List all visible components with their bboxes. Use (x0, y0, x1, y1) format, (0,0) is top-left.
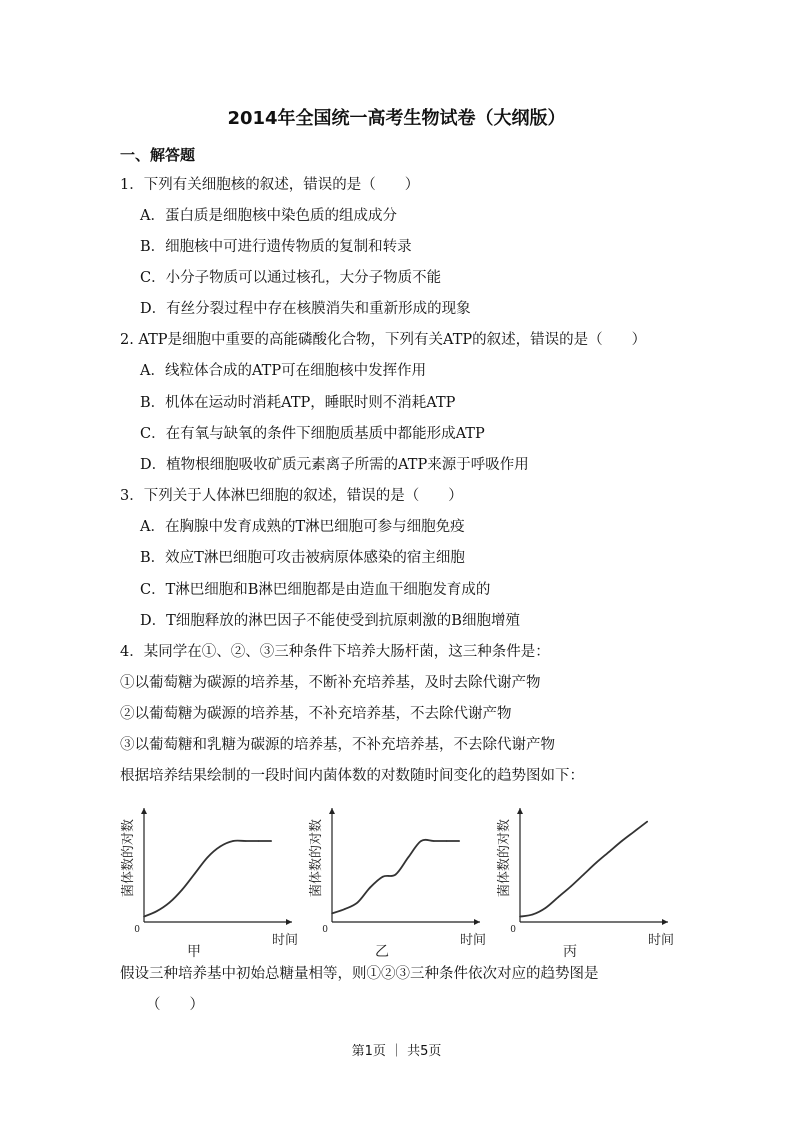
data-point (608, 851, 610, 853)
series-line (332, 840, 459, 914)
origin-label: 0 (510, 925, 516, 935)
question-3-option-d: D．T细胞释放的淋巴因子不能使受到抗原刺激的B细胞增殖 (140, 613, 520, 629)
y-axis-label: 菌体数的对数 (121, 818, 136, 898)
data-point (331, 913, 333, 915)
question-2-option-a: A．线粒体合成的ATP可在细胞核中发挥作用 (140, 363, 427, 379)
y-axis-arrow (517, 808, 523, 814)
data-point (181, 889, 183, 891)
chart-bing (494, 802, 674, 962)
chart-yi-svg (306, 802, 486, 962)
y-axis-arrow (141, 808, 147, 814)
x-axis-arrow (474, 919, 480, 925)
question-1-option-a: A．蛋白质是细胞核中染色质的组成成分 (140, 208, 397, 224)
x-axis-label: 时间 (648, 933, 675, 948)
data-point (169, 902, 171, 904)
question-3-option-c: C．T淋巴细胞和B淋巴细胞都是由造血干细胞发育成的 (140, 582, 491, 598)
question-2-option-d: D．植物根细胞吸收矿质元素离子所需的ATP来源于呼吸作用 (140, 457, 529, 473)
question-3-option-b: B．效应T淋巴细胞可攻击被病原体感染的宿主细胞 (140, 550, 465, 566)
question-1-option-c: C．小分子物质可以通过核孔，大分子物质不能 (140, 270, 442, 286)
data-point (382, 876, 384, 878)
data-point (207, 856, 209, 858)
answer-blank: （ ） (146, 997, 204, 1013)
data-point (156, 910, 158, 912)
data-point (143, 916, 145, 918)
data-point (646, 821, 648, 823)
question-2-option-b: B．机体在运动时消耗ATP，睡眠时则不消耗ATP (140, 395, 456, 411)
page-footer: 第1页 ｜ 共5页 (351, 1044, 442, 1059)
question-4-intro: 根据培养结果绘制的一段时间内菌体数的对数随时间变化的趋势图如下： (120, 768, 584, 784)
data-point (420, 840, 422, 842)
data-point (270, 840, 272, 842)
chart-title: 乙 (375, 944, 389, 960)
data-point (596, 862, 598, 864)
data-point (258, 840, 260, 842)
chart-title: 甲 (187, 944, 201, 960)
question-3-stem: 3．下列关于人体淋巴细胞的叙述，错误的是（ ） (120, 488, 463, 504)
data-point (557, 896, 559, 898)
y-axis-label: 菌体数的对数 (497, 818, 512, 898)
origin-label: 0 (134, 925, 140, 935)
data-point (344, 908, 346, 910)
data-point (220, 846, 222, 848)
question-1-option-b: B．细胞核中可进行遗传物质的复制和转录 (140, 239, 412, 255)
question-4-condition-1: ①以葡萄糖为碳源的培养基，不断补充培养基，及时去除代谢产物 (120, 675, 541, 691)
data-point (395, 874, 397, 876)
x-axis-label: 时间 (460, 933, 487, 948)
x-axis-label: 时间 (272, 933, 299, 948)
data-point (446, 840, 448, 842)
origin-label: 0 (322, 925, 328, 935)
section-heading: 一、解答题 (120, 146, 196, 164)
data-point (194, 873, 196, 875)
chart-jia (118, 802, 298, 962)
chart-yi (306, 802, 486, 962)
data-point (545, 907, 547, 909)
question-2-stem: 2. ATP是细胞中重要的高能磷酸化合物，下列有关ATP的叙述，错误的是（ ） (120, 332, 647, 348)
data-point (570, 886, 572, 888)
x-axis-arrow (286, 919, 292, 925)
y-axis-label: 菌体数的对数 (309, 818, 324, 898)
question-4-prompt: 假设三种培养基中初始总糖量相等，则①②③三种条件依次对应的趋势图是 (120, 966, 599, 982)
data-point (369, 887, 371, 889)
data-point (532, 914, 534, 916)
chart-title: 丙 (563, 944, 577, 960)
data-point (433, 840, 435, 842)
question-4-condition-2: ②以葡萄糖为碳源的培养基，不补充培养基，不去除代谢产物 (120, 706, 512, 722)
series-line (520, 822, 647, 917)
question-3-option-a: A．在胸腺中发育成熟的T淋巴细胞可参与细胞免疫 (140, 519, 465, 535)
x-axis-arrow (662, 919, 668, 925)
data-point (621, 840, 623, 842)
question-1-option-d: D．有丝分裂过程中存在核膜消失和重新形成的现象 (140, 301, 471, 317)
data-point (519, 916, 521, 918)
data-point (232, 840, 234, 842)
question-4-stem: 4．某同学在①、②、③三种条件下培养大肠杆菌，这三种条件是： (120, 644, 550, 660)
data-point (357, 902, 359, 904)
data-point (583, 874, 585, 876)
chart-jia-svg (118, 802, 298, 962)
y-axis-arrow (329, 808, 335, 814)
data-point (245, 840, 247, 842)
chart-bing-svg (494, 802, 674, 962)
data-point (458, 840, 460, 842)
question-2-option-c: C．在有氧与缺氧的条件下细胞质基质中都能形成ATP (140, 426, 485, 442)
question-4-condition-3: ③以葡萄糖和乳糖为碳源的培养基，不补充培养基，不去除代谢产物 (120, 737, 555, 753)
question-1-stem: 1．下列有关细胞核的叙述，错误的是（ ） (120, 177, 420, 193)
series-line (144, 841, 271, 917)
page-title: 2014年全国统一高考生物试卷（大纲版） (227, 108, 566, 129)
data-point (408, 856, 410, 858)
data-point (634, 830, 636, 832)
